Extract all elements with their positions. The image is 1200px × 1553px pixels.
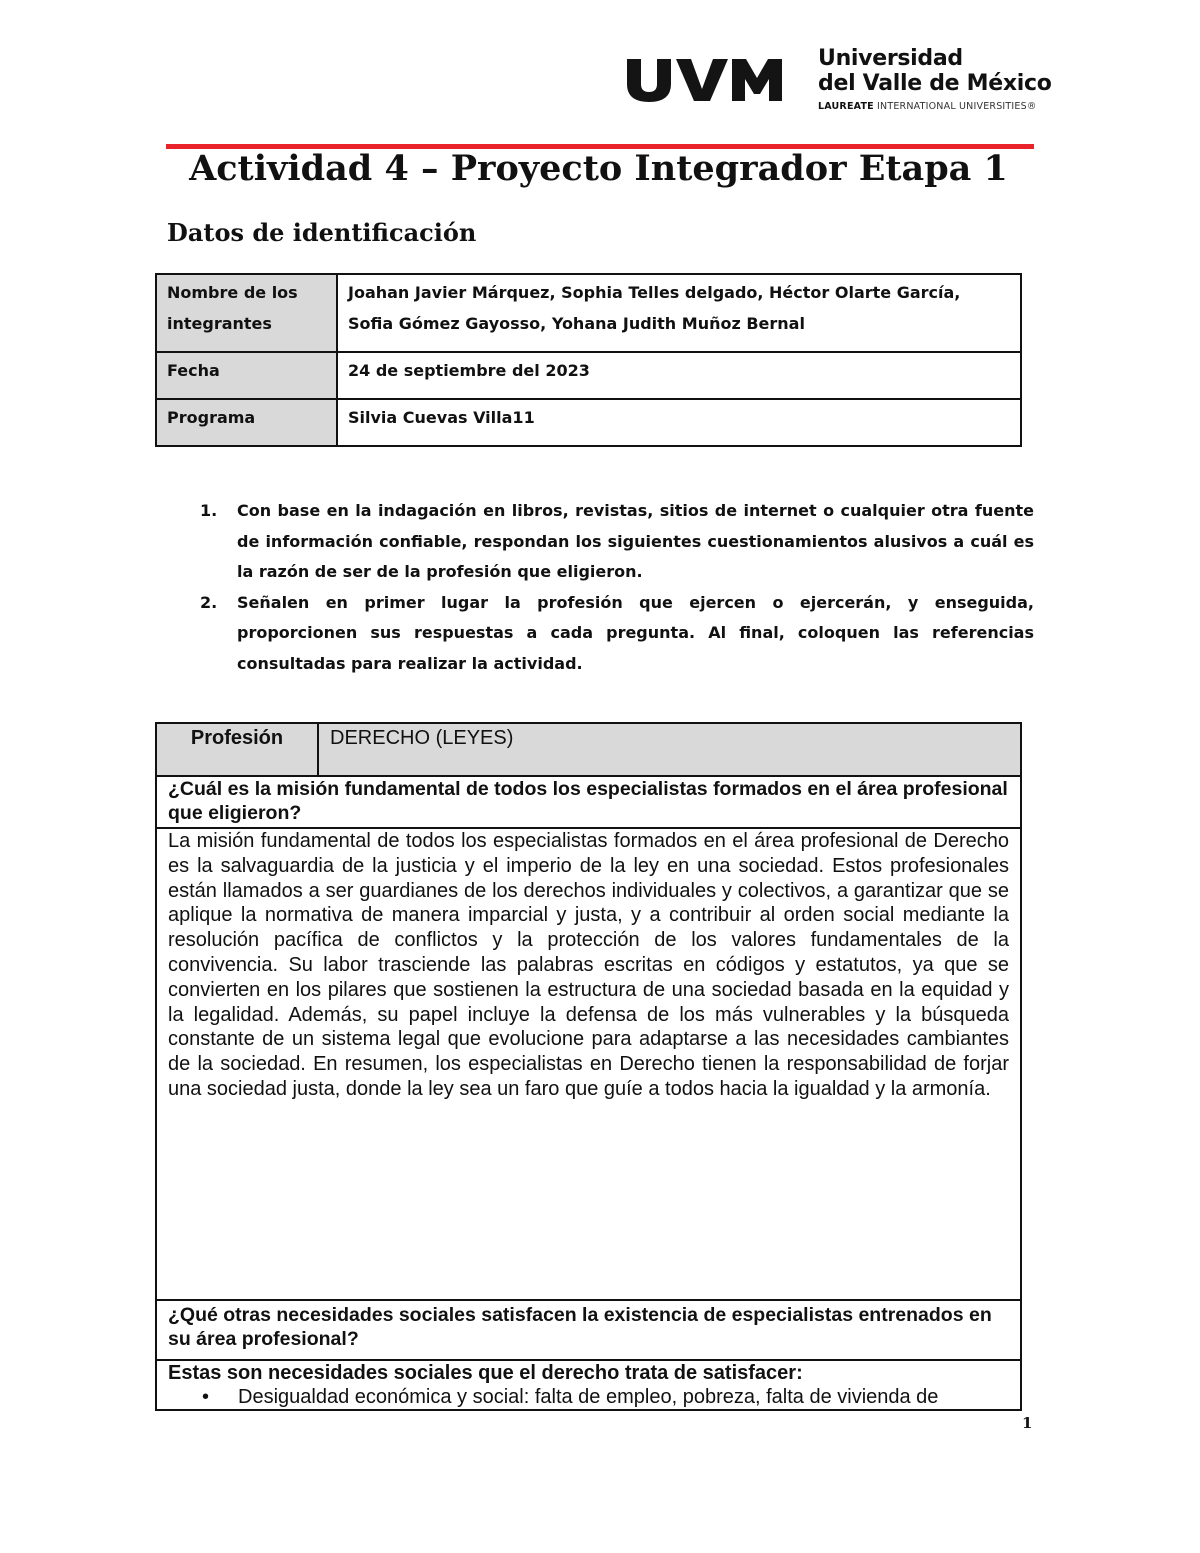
table-row bbox=[156, 723, 1021, 776]
table-row bbox=[156, 776, 1021, 828]
university-name-line2: del Valle de México bbox=[818, 71, 1052, 96]
list-item bbox=[200, 496, 1034, 588]
table-row bbox=[156, 352, 1021, 399]
university-name-line1: Universidad bbox=[818, 46, 963, 71]
date-label: Fecha bbox=[156, 352, 337, 399]
laureate-tag-bold: LAUREATE bbox=[818, 101, 874, 112]
table-row bbox=[156, 828, 1021, 1300]
uvm-logo bbox=[624, 56, 786, 104]
document-title: Actividad 4 – Proyecto Integrador Etapa 1 bbox=[189, 148, 1008, 189]
list-number: 1. bbox=[200, 501, 218, 520]
members-value: Joahan Javier Márquez, Sophia Telles delgado, Héctor Olarte García, Sofia Gómez Gayosso, Yohana Judith Muñoz Bernal bbox=[337, 274, 1021, 352]
table-row bbox=[156, 399, 1021, 446]
program-value: Silvia Cuevas Villa11 bbox=[337, 399, 1021, 446]
page-number: 1 bbox=[1022, 1414, 1033, 1432]
table-row bbox=[156, 1360, 1021, 1410]
bullet-icon: • bbox=[202, 1386, 210, 1408]
instruction-text: Señalen en primer lugar la profesión que ejercen o ejercerán, y enseguida, proporcionen sus respuestas a cada pregunta. Al final, coloquen las referencias consultadas para realizar la actividad. bbox=[237, 592, 1034, 673]
needs-list bbox=[168, 1385, 1009, 1409]
list-number: 2. bbox=[200, 592, 218, 612]
instructions-list bbox=[200, 496, 1034, 679]
identification-table bbox=[155, 273, 1022, 447]
need-text: Desigualdad económica y social: falta de empleo, pobreza, falta de vivienda de bbox=[238, 1386, 939, 1408]
members-label: Nombre de los integrantes bbox=[156, 274, 337, 352]
laureate-tagline bbox=[818, 101, 1037, 112]
university-name bbox=[818, 46, 1052, 96]
laureate-tag-rest: INTERNATIONAL UNIVERSITIES® bbox=[873, 101, 1037, 112]
profession-table bbox=[155, 722, 1022, 1411]
question-2: ¿Qué otras necesidades sociales satisfacen la existencia de especialistas entrenados en su área profesional? bbox=[156, 1300, 1021, 1360]
table-row bbox=[156, 274, 1021, 352]
instruction-text: Con base en la indagación en libros, revistas, sitios de internet o cualquier otra fuente de información confiable, respondan los siguientes cuestionamientos alusivos a cuál es la razón de ser de la profesión que eligieron. bbox=[237, 501, 1034, 581]
question-1: ¿Cuál es la misión fundamental de todos los especialistas formados en el área profesional que eligieron? bbox=[156, 776, 1021, 828]
profession-label: Profesión bbox=[156, 723, 318, 776]
answer-1: La misión fundamental de todos los especialistas formados en el área profesional de Derecho es la salvaguardia de la justicia y el imperio de la ley en una sociedad. Estos profesionales están llamados a ser guardianes de los derechos individuales y colectivos, a garantizar que se aplique la normativa de manera imparcial y justa, y a contribuir al orden social mediante la resolución pacífica de conflictos y la protección de los valores fundamentales de la convivencia. Su labor trasciende las palabras escritas en códigos y estatutos, ya que se convierten en los pilares que sostienen la estructura de una sociedad basada en la equidad y la legalidad. Además, su papel incluye la defensa de los más vulnerables y la búsqueda constante de un sistema legal que evolucione para adaptarse a las necesidades cambiantes de la sociedad. En resumen, los especialistas en Derecho tienen la responsabilidad de forjar una sociedad justa, donde la ley sea un faro que guíe a todos hacia la igualdad y la armonía. bbox=[156, 828, 1021, 1300]
list-item bbox=[168, 1385, 1009, 1409]
answer-2 bbox=[156, 1360, 1021, 1410]
program-label: Programa bbox=[156, 399, 337, 446]
profession-value: DERECHO (LEYES) bbox=[318, 723, 1021, 776]
section-title: Datos de identificación bbox=[167, 218, 477, 247]
list-item bbox=[200, 588, 1034, 680]
answer-2-lead: Estas son necesidades sociales que el derecho trata de satisfacer: bbox=[168, 1362, 803, 1384]
table-row bbox=[156, 1300, 1021, 1360]
date-value: 24 de septiembre del 2023 bbox=[337, 352, 1021, 399]
